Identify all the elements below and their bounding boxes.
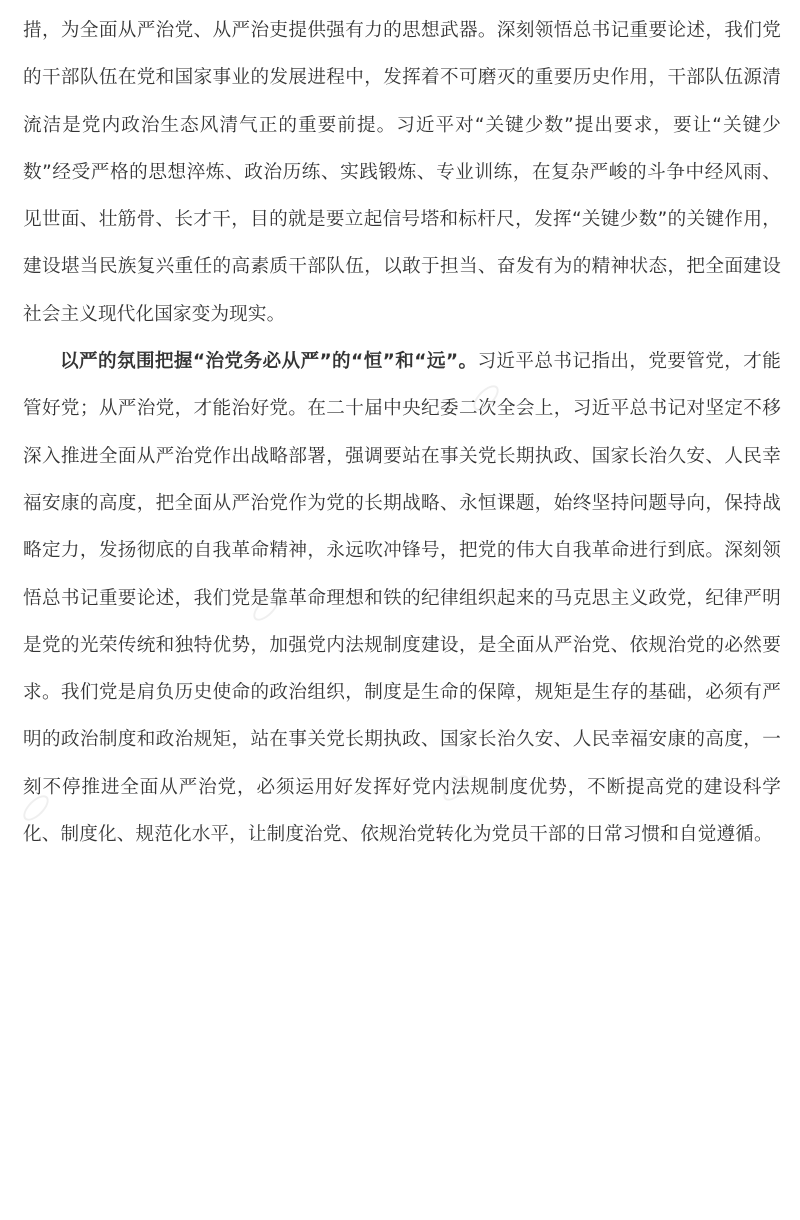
paragraph-2-lead: 以严的氛围把握“治党务必从严”的“恒”和“远”。 xyxy=(60,351,478,373)
paragraph-1 xyxy=(23,7,781,338)
document-page xyxy=(23,7,781,858)
paragraph-2 xyxy=(23,338,781,858)
paragraph-2-text: 习近平总书记指出，党要管党，才能管好党；从严治党，才能治好党。在二十届中央纪委二次全会上，习近平总书记对坚定不移深入推进全面从严治党作出战略部署，强调要站在事关党长期执政、国家长治久安、人民幸福安康的高度，把全面从严治党作为党的长期战略、永恒课题，始终坚持问题导向，保持战略定力，发扬彻底的自我革命精神，永远吹冲锋号，把党的伟大自我革命进行到底。深刻领悟总书记重要论述，我们党是靠革命理想和铁的纪律组织起来的马克思主义政党，纪律严明是党的光荣传统和独特优势，加强党内法规制度建设，是全面从严治党、依规治党的必然要求。我们党是肩负历史使命的政治组织，制度是生命的保障，规矩是生存的基础，必须有严明的政治制度和政治规矩，站在事关党长期执政、国家长治久安、人民幸福安康的高度，一刻不停推进全面从严治党，必须运用好发挥好党内法规制度优势，不断提高党的建设科学化、制度化、规范化水平，让制度治党、依规治党转化为党员干部的日常习惯和自觉遵循。 xyxy=(23,351,781,846)
paragraph-1-text: 措，为全面从严治党、从严治吏提供强有力的思想武器。深刻领悟总书记重要论述，我们党的干部队伍在党和国家事业的发展进程中，发挥着不可磨灭的重要历史作用，干部队伍源清流洁是党内政治生态风清气正的重要前提。习近平对“关键少数”提出要求，要让“关键少数”经受严格的思想淬炼、政治历练、实践锻炼、专业训练，在复杂严峻的斗争中经风雨、见世面、壮筋骨、长才干，目的就是要立起信号塔和标杆尺，发挥“关键少数”的关键作用，建设堪当民族复兴重任的高素质干部队伍，以敢于担当、奋发有为的精神状态，把全面建设社会主义现代化国家变为现实。 xyxy=(23,20,781,325)
